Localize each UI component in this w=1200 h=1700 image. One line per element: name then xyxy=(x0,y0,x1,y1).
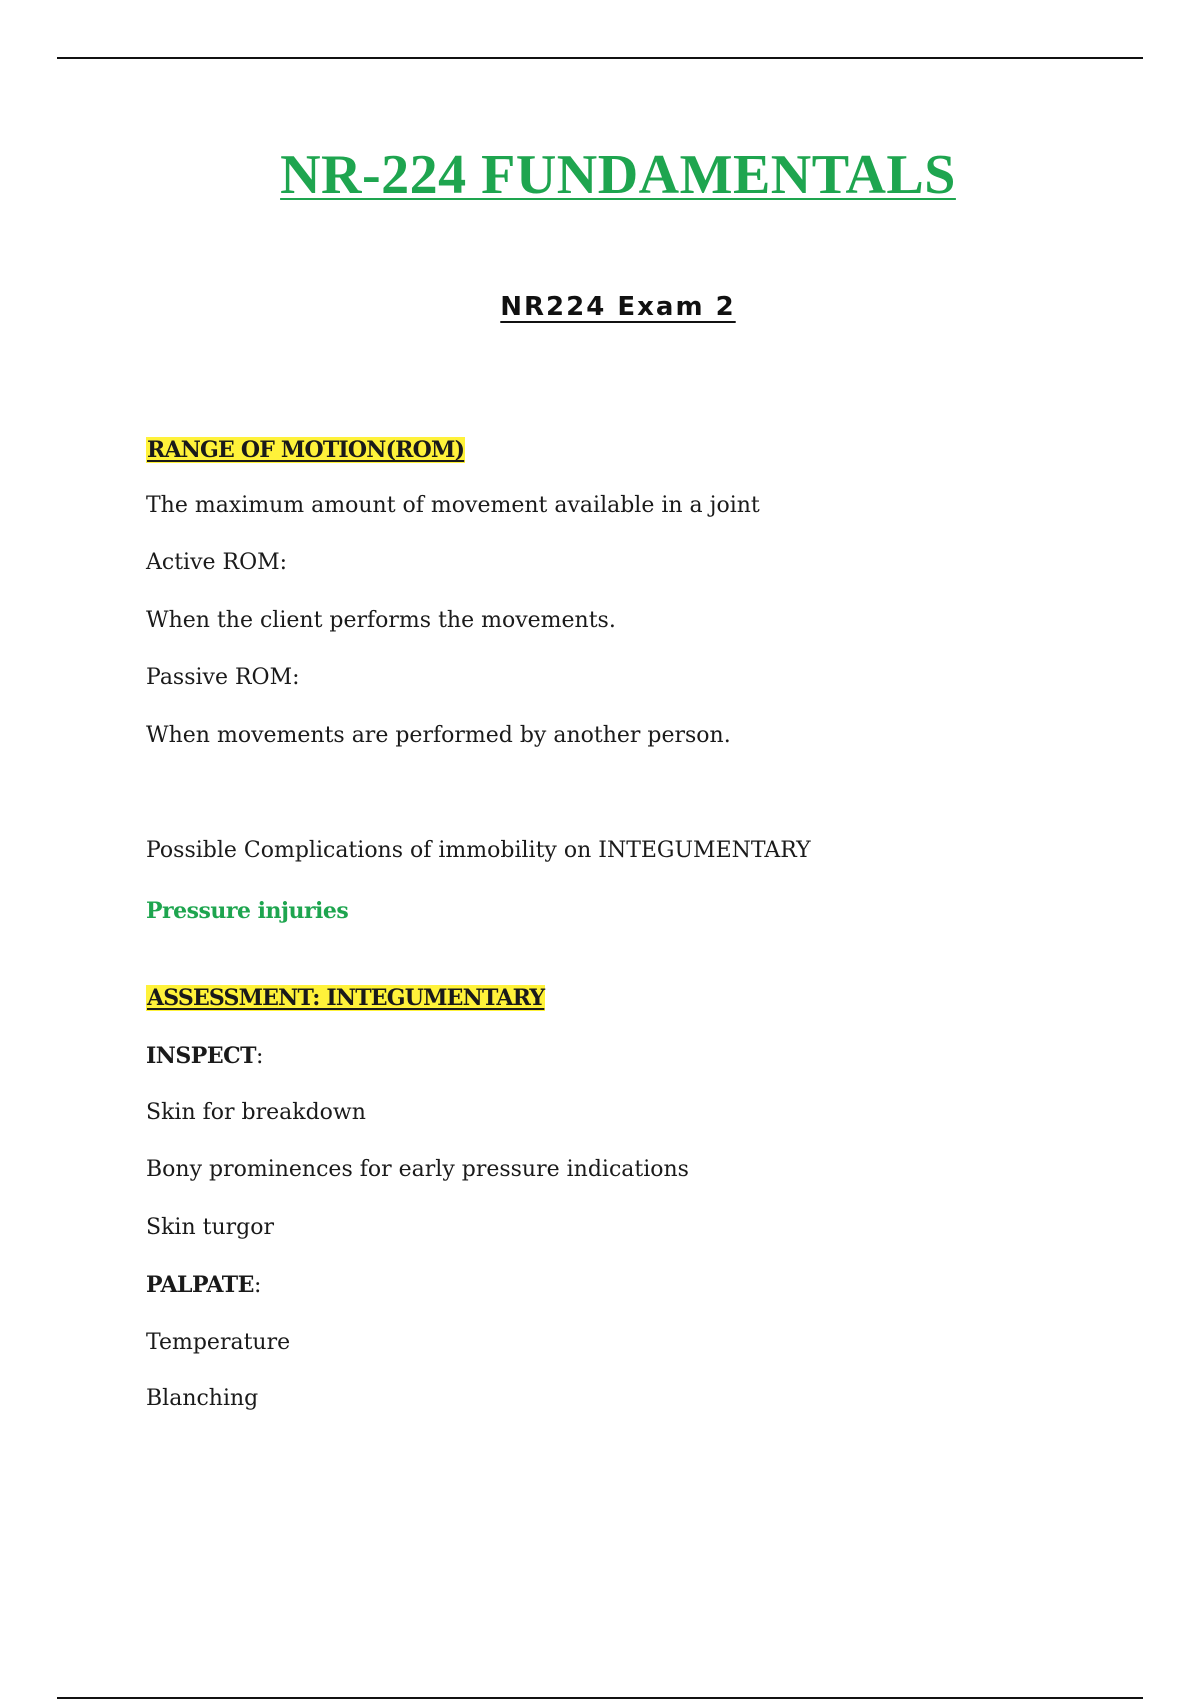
assessment-heading xyxy=(146,983,545,1014)
rom-heading-text: RANGE OF MOTION(ROM) xyxy=(147,437,465,463)
palpate-item: Blanching xyxy=(146,1386,259,1411)
palpate-colon: : xyxy=(253,1273,262,1298)
inspect-label xyxy=(146,1041,263,1072)
palpate-label-text: PALPATE xyxy=(146,1272,254,1298)
document-subtitle: NR224 Exam 2 xyxy=(500,292,736,322)
inspect-label-text: INSPECT xyxy=(146,1043,256,1069)
inspect-item: Bony prominences for early pressure indications xyxy=(146,1157,689,1182)
inspect-item: Skin turgor xyxy=(146,1215,274,1240)
rom-heading xyxy=(146,435,465,466)
active-rom-label: Active ROM: xyxy=(146,550,288,575)
top-rule xyxy=(57,57,1143,59)
active-rom-text: When the client performs the movements. xyxy=(146,608,616,633)
bottom-rule xyxy=(57,1697,1143,1699)
assessment-heading-text: ASSESSMENT: INTEGUMENTARY xyxy=(147,985,545,1011)
inspect-colon: : xyxy=(255,1044,264,1069)
passive-rom-text: When movements are performed by another person. xyxy=(146,723,731,748)
pressure-injuries-text: Pressure injuries xyxy=(146,898,349,924)
passive-rom-label: Passive ROM: xyxy=(146,665,300,690)
inspect-item: Skin for breakdown xyxy=(146,1100,366,1125)
complications-text: Possible Complications of immobility on INTEGUMENTARY xyxy=(146,838,811,863)
rom-definition: The maximum amount of movement available in a joint xyxy=(146,493,760,518)
complications-highlight xyxy=(146,896,348,927)
document-title: NR-224 FUNDAMENTALS xyxy=(280,144,956,206)
palpate-label xyxy=(146,1270,261,1301)
palpate-item: Temperature xyxy=(146,1330,291,1355)
